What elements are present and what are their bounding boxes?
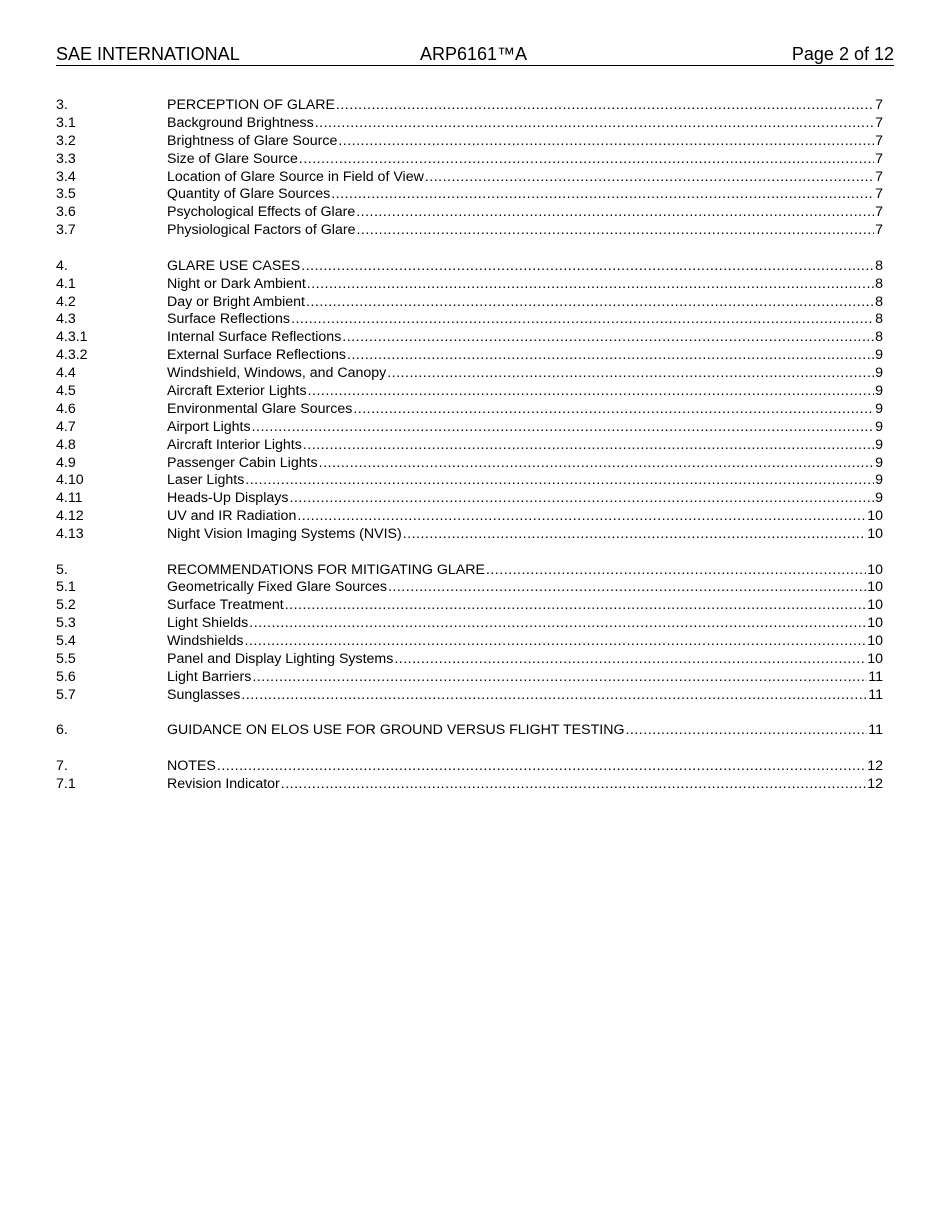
toc-dot-leader: [353, 401, 874, 419]
toc-entry-page: 9: [875, 347, 883, 364]
toc-entry-number: 5.5: [56, 651, 76, 668]
toc-entry-title: Windshields: [167, 633, 244, 650]
toc-entry-line: [167, 169, 883, 187]
toc-dot-leader: [217, 758, 866, 776]
toc-entry-title: Light Shields: [167, 615, 249, 632]
toc-entry-line: [167, 186, 883, 204]
toc-entry[interactable]: [56, 490, 883, 508]
toc-entry-page: 9: [875, 382, 883, 399]
toc-entry-title: Heads-Up Displays: [167, 490, 289, 507]
toc-entry-number: 5.6: [56, 668, 76, 685]
toc-entry-title: Size of Glare Source: [167, 150, 298, 167]
toc-entry[interactable]: [56, 526, 883, 544]
toc-dot-leader: [291, 311, 874, 329]
toc-entry-title: Sunglasses: [167, 686, 241, 703]
toc-dot-leader: [245, 472, 874, 490]
toc-dot-leader: [486, 562, 866, 580]
toc-entry-line: [167, 151, 883, 169]
toc-entry[interactable]: [56, 258, 883, 276]
toc-entry-line: [167, 526, 883, 544]
toc-dot-leader: [425, 169, 874, 187]
toc-entry-number: 5.1: [56, 579, 76, 596]
toc-entry-page: 9: [875, 400, 883, 417]
toc-entry-line: [167, 455, 883, 473]
toc-section-group: [56, 97, 883, 240]
toc-entry-page: 7: [875, 222, 883, 239]
toc-entry[interactable]: [56, 169, 883, 187]
toc-entry-page: 8: [875, 293, 883, 310]
toc-entry-title: Windshield, Windows, and Canopy: [167, 365, 387, 382]
toc-entry-number: 4.13: [56, 526, 84, 543]
toc-dot-leader: [388, 579, 866, 597]
toc-entry-number: 4.9: [56, 454, 76, 471]
toc-entry[interactable]: [56, 455, 883, 473]
toc-entry-title: Laser Lights: [167, 472, 245, 489]
toc-entry-number: 4.3.1: [56, 329, 88, 346]
toc-dot-leader: [245, 633, 867, 651]
toc-entry-number: 3.2: [56, 132, 76, 149]
toc-entry[interactable]: [56, 419, 883, 437]
toc-entry-title: Psychological Effects of Glare: [167, 204, 356, 221]
toc-entry[interactable]: [56, 383, 883, 401]
toc-entry-line: [167, 437, 883, 455]
toc-entry-title: External Surface Reflections: [167, 347, 347, 364]
toc-entry-title: UV and IR Radiation: [167, 508, 297, 525]
toc-dot-leader: [356, 222, 874, 240]
toc-dot-leader: [387, 365, 874, 383]
toc-entry[interactable]: [56, 186, 883, 204]
toc-entry[interactable]: [56, 722, 883, 740]
toc-entry-title: RECOMMENDATIONS FOR MITIGATING GLARE: [167, 561, 485, 578]
toc-entry-title: Brightness of Glare Source: [167, 132, 338, 149]
toc-entry-title: Revision Indicator: [167, 775, 280, 792]
toc-entry-page: 7: [875, 150, 883, 167]
toc-entry-page: 12: [867, 757, 883, 774]
toc-dot-leader: [625, 722, 867, 740]
toc-entry-page: 10: [867, 615, 883, 632]
toc-entry-line: [167, 258, 883, 276]
toc-entry-line: [167, 347, 883, 365]
toc-entry[interactable]: [56, 579, 883, 597]
toc-entry[interactable]: [56, 633, 883, 651]
toc-entry-page: 9: [875, 418, 883, 435]
toc-entry-title: Location of Glare Source in Field of View: [167, 168, 424, 185]
header-org: SAE INTERNATIONAL: [56, 44, 240, 64]
toc-entry[interactable]: [56, 222, 883, 240]
toc-entry-title: Quantity of Glare Sources: [167, 186, 331, 203]
toc-entry-title: Surface Reflections: [167, 311, 291, 328]
toc-dot-leader: [338, 133, 874, 151]
toc-entry-number: 5.: [56, 561, 68, 578]
toc-entry[interactable]: [56, 562, 883, 580]
toc-entry-page: 9: [875, 490, 883, 507]
toc-entry[interactable]: [56, 329, 883, 347]
toc-entry-line: [167, 651, 883, 669]
toc-entry-line: [167, 329, 883, 347]
toc-dot-leader: [403, 526, 867, 544]
toc-entry-number: 6.: [56, 722, 68, 739]
toc-entry[interactable]: [56, 347, 883, 365]
toc-entry-page: 11: [868, 686, 883, 703]
toc-entry-number: 3.: [56, 97, 68, 113]
toc-entry-title: Surface Treatment: [167, 597, 284, 614]
toc-entry-title: Night or Dark Ambient: [167, 275, 306, 292]
toc-entry-title: Environmental Glare Sources: [167, 400, 353, 417]
toc-entry-page: 10: [867, 633, 883, 650]
toc-entry-number: 3.6: [56, 204, 76, 221]
toc-entry-line: [167, 669, 883, 687]
toc-entry-number: 4.3: [56, 311, 76, 328]
toc-entry-title: Geometrically Fixed Glare Sources: [167, 579, 387, 596]
toc-entry-line: [167, 133, 883, 151]
toc-entry[interactable]: [56, 758, 883, 776]
toc-entry[interactable]: [56, 294, 883, 312]
page-header: [56, 43, 894, 66]
toc-entry[interactable]: [56, 133, 883, 151]
toc-entry-line: [167, 687, 883, 705]
toc-entry-page: 10: [867, 597, 883, 614]
toc-dot-leader: [356, 204, 874, 222]
toc-section-group: [56, 258, 883, 544]
toc-entry-number: 3.3: [56, 150, 76, 167]
toc-entry-number: 4.7: [56, 418, 76, 435]
toc-dot-leader: [315, 115, 874, 133]
toc-entry-title: Aircraft Exterior Lights: [167, 382, 307, 399]
toc-entry-page: 7: [875, 132, 883, 149]
toc-entry-line: [167, 472, 883, 490]
toc-entry-number: 4.2: [56, 293, 76, 310]
toc-dot-leader: [289, 490, 874, 508]
toc-entry-line: [167, 294, 883, 312]
toc-entry[interactable]: [56, 651, 883, 669]
toc-dot-leader: [303, 437, 874, 455]
toc-entry-title: GLARE USE CASES: [167, 257, 301, 274]
toc-entry-page: 8: [875, 275, 883, 292]
toc-dot-leader: [297, 508, 866, 526]
toc-entry-number: 4.5: [56, 382, 76, 399]
toc-entry-page: 10: [867, 651, 883, 668]
toc-entry-number: 5.3: [56, 615, 76, 632]
toc-entry-title: Day or Bright Ambient: [167, 293, 305, 310]
toc-entry[interactable]: [56, 365, 883, 383]
toc-dot-leader: [336, 97, 874, 115]
toc-entry[interactable]: [56, 472, 883, 490]
toc-entry[interactable]: [56, 276, 883, 294]
toc-entry[interactable]: [56, 508, 883, 526]
toc-entry-number: 5.2: [56, 597, 76, 614]
toc-dot-leader: [342, 329, 874, 347]
toc-entry-title: Passenger Cabin Lights: [167, 454, 318, 471]
toc-entry-number: 5.4: [56, 633, 76, 650]
toc-entry-page: 7: [875, 204, 883, 221]
toc-entry[interactable]: [56, 311, 883, 329]
toc-entry-number: 3.4: [56, 168, 76, 185]
toc-section-group: [56, 562, 883, 705]
toc-dot-leader: [347, 347, 874, 365]
toc-entry-title: Background Brightness: [167, 114, 314, 131]
toc-entry-title: Night Vision Imaging Systems (NVIS): [167, 526, 402, 543]
toc-entry-number: 4.6: [56, 400, 76, 417]
toc-entry[interactable]: [56, 615, 883, 633]
toc-entry[interactable]: [56, 204, 883, 222]
toc-entry-number: 4.1: [56, 275, 76, 292]
toc-entry-number: 3.1: [56, 114, 76, 131]
toc-section-group: [56, 758, 883, 794]
toc-entry[interactable]: [56, 597, 883, 615]
toc-entry-line: [167, 419, 883, 437]
toc-entry-line: [167, 597, 883, 615]
toc-entry-page: 10: [867, 526, 883, 543]
toc-dot-leader: [307, 276, 874, 294]
toc-entry-number: 7.1: [56, 775, 76, 792]
toc-entry-line: [167, 615, 883, 633]
toc-entry-page: 9: [875, 436, 883, 453]
toc-entry-page: 7: [875, 186, 883, 203]
toc-entry-line: [167, 758, 883, 776]
toc-entry-number: 4.10: [56, 472, 84, 489]
toc-entry-number: 3.5: [56, 186, 76, 203]
toc-entry-line: [167, 633, 883, 651]
toc-entry-line: [167, 508, 883, 526]
toc-entry-page: 8: [875, 329, 883, 346]
toc-entry-number: 4.8: [56, 436, 76, 453]
toc-dot-leader: [394, 651, 866, 669]
toc-entry-title: Light Barriers: [167, 668, 252, 685]
toc-entry-page: 11: [868, 722, 883, 739]
header-page-number: Page 2 of 12: [791, 44, 894, 64]
toc-entry-line: [167, 97, 883, 115]
toc-entry[interactable]: [56, 151, 883, 169]
toc-entry[interactable]: [56, 115, 883, 133]
toc-entry-page: 7: [875, 168, 883, 185]
toc-entry-line: [167, 222, 883, 240]
toc-dot-leader: [308, 383, 875, 401]
toc-entry-number: 4.11: [56, 490, 83, 507]
toc-entry-number: 4.3.2: [56, 347, 88, 364]
toc-entry-title: Internal Surface Reflections: [167, 329, 342, 346]
toc-entry-number: 4.12: [56, 508, 84, 525]
toc-entry-page: 10: [867, 561, 883, 578]
toc-dot-leader: [252, 419, 875, 437]
toc-section-group: [56, 722, 883, 740]
toc-dot-leader: [299, 151, 874, 169]
toc-entry-line: [167, 722, 883, 740]
toc-entry-title: NOTES: [167, 757, 216, 774]
toc-entry-page: 9: [875, 365, 883, 382]
toc-entry-title: Physiological Factors of Glare: [167, 222, 356, 239]
toc-entry-line: [167, 562, 883, 580]
toc-entry[interactable]: [56, 437, 883, 455]
toc-dot-leader: [281, 776, 866, 794]
toc-entry-page: 10: [867, 508, 883, 525]
toc-entry-page: 9: [875, 472, 883, 489]
toc-entry-line: [167, 490, 883, 508]
toc-entry-number: 4.: [56, 257, 68, 274]
toc-entry-line: [167, 579, 883, 597]
toc-dot-leader: [249, 615, 866, 633]
toc-entry-number: 3.7: [56, 222, 76, 239]
toc-entry-page: 8: [875, 257, 883, 274]
toc-entry-title: Airport Lights: [167, 418, 251, 435]
toc-entry[interactable]: [56, 401, 883, 419]
toc-entry-line: [167, 204, 883, 222]
toc-entry-title: Panel and Display Lighting Systems: [167, 651, 394, 668]
toc-dot-leader: [301, 258, 874, 276]
toc-entry[interactable]: [56, 669, 883, 687]
toc-entry-page: 12: [867, 775, 883, 792]
toc-entry-line: [167, 776, 883, 794]
toc-entry-page: 7: [875, 114, 883, 131]
toc-dot-leader: [331, 186, 874, 204]
toc-entry-page: 7: [875, 97, 883, 113]
toc-entry-line: [167, 115, 883, 133]
toc-entry-page: 9: [875, 454, 883, 471]
table-of-contents: [56, 97, 883, 811]
toc-entry-page: 8: [875, 311, 883, 328]
toc-dot-leader: [319, 455, 874, 473]
toc-entry[interactable]: [56, 97, 883, 115]
toc-entry-line: [167, 365, 883, 383]
toc-entry-page: 10: [867, 579, 883, 596]
toc-entry-number: 5.7: [56, 686, 76, 703]
toc-dot-leader: [241, 687, 867, 705]
toc-entry-title: GUIDANCE ON ELOS USE FOR GROUND VERSUS FLIGHT TESTING: [167, 722, 625, 739]
toc-entry-title: PERCEPTION OF GLARE: [167, 97, 335, 113]
toc-entry[interactable]: [56, 776, 883, 794]
toc-entry-title: Aircraft Interior Lights: [167, 436, 302, 453]
toc-dot-leader: [285, 597, 867, 615]
toc-entry-number: 4.4: [56, 365, 76, 382]
toc-entry-page: 11: [868, 668, 883, 685]
header-doc-id: ARP6161™A: [420, 44, 528, 64]
toc-entry[interactable]: [56, 687, 883, 705]
toc-entry-line: [167, 383, 883, 401]
toc-entry-number: 7.: [56, 757, 68, 774]
toc-dot-leader: [252, 669, 867, 687]
toc-dot-leader: [306, 294, 874, 312]
toc-entry-line: [167, 311, 883, 329]
toc-entry-line: [167, 401, 883, 419]
toc-entry-line: [167, 276, 883, 294]
